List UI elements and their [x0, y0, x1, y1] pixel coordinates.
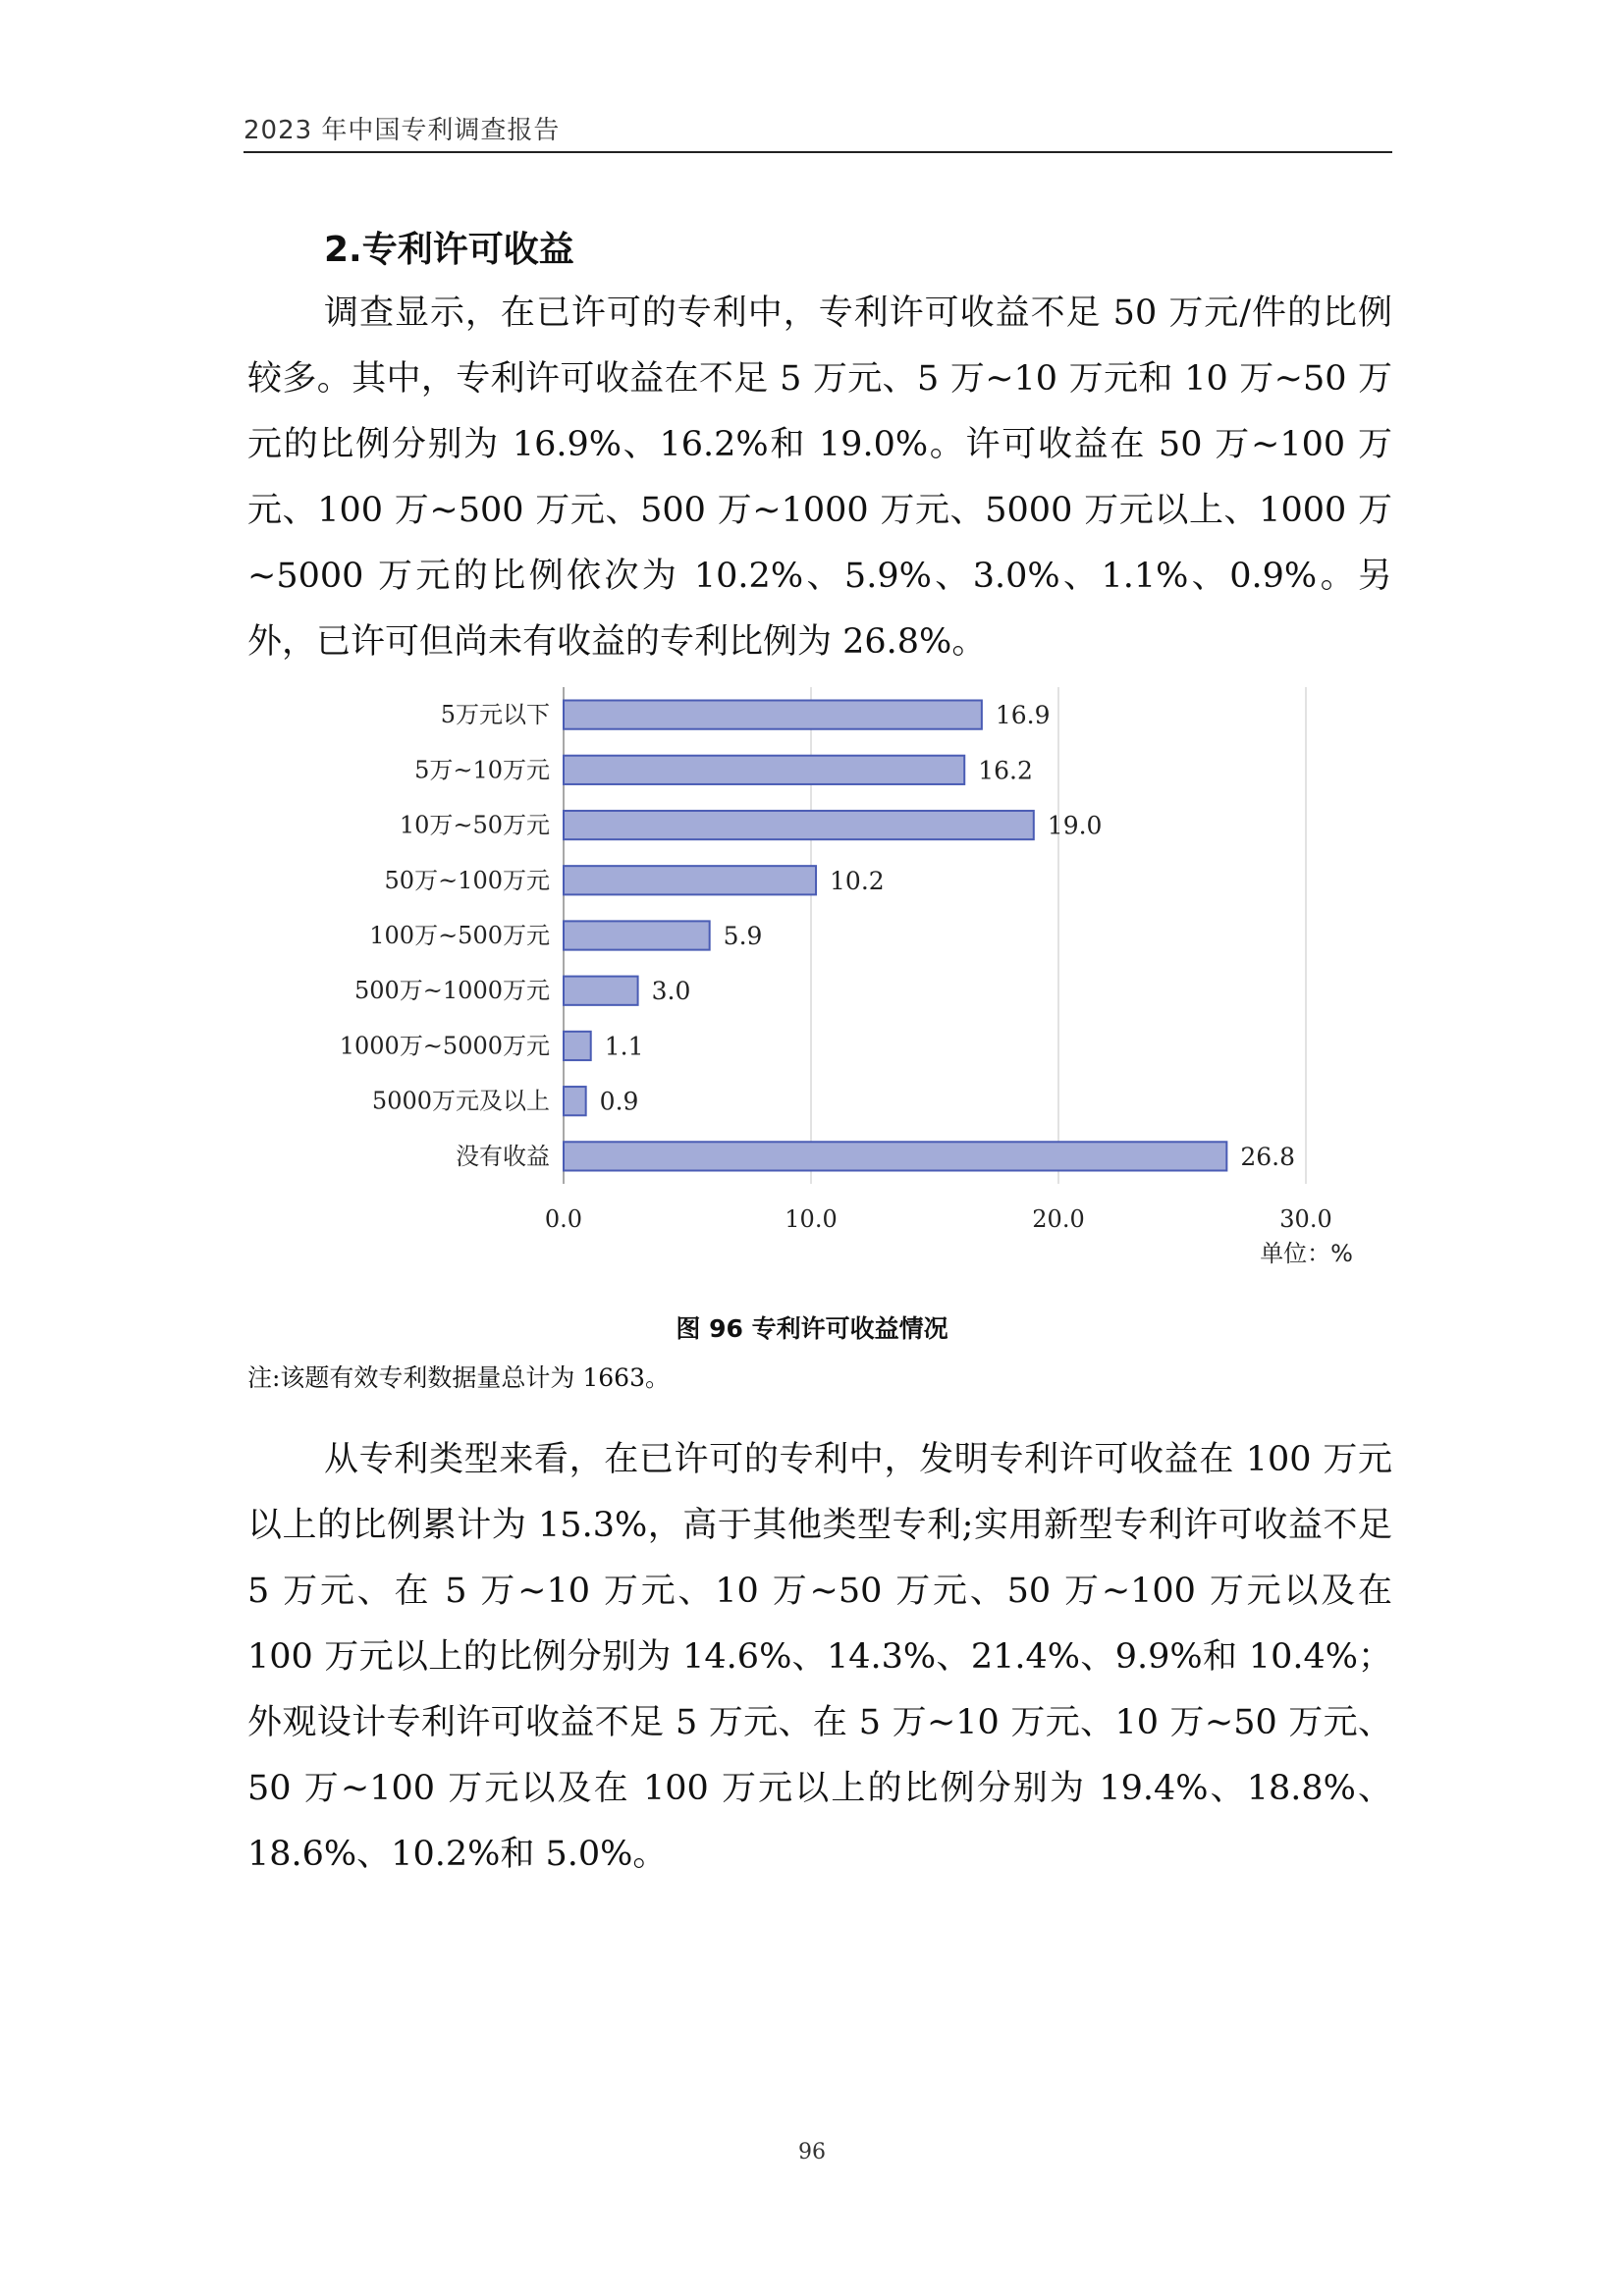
data-label: 26.8: [1240, 1142, 1296, 1171]
data-label: 0.9: [599, 1087, 639, 1116]
bar: [564, 977, 638, 1005]
page-number: 96: [798, 2140, 826, 2164]
x-tick-label: 30.0: [1279, 1205, 1332, 1233]
bar: [564, 921, 710, 949]
chart-svg: [247, 677, 1392, 1276]
unit-label: 单位：%: [1260, 1240, 1353, 1267]
data-label: 19.0: [1047, 811, 1103, 840]
paragraph-intro: 调查显示，在已许可的专利中，专利许可收益不足 50 万元/件的比例较多。其中，专利许可收益在不足 5 万元、5 万~10 万元和 10 万~50 万元的比例分别为 16.9%、16.2%和 19.0%。许可收益在 50 万~100 万元、100 万~500 万元、500 万~1000 万元、5000 万元以上、1000 万~5000 万元的比例依次为 10.2%、5.9%、3.0%、1.1%、0.9%。另外，已许可但尚未有收益的专利比例为 26.8%。: [247, 294, 1392, 662]
data-label: 1.1: [604, 1032, 644, 1061]
category-label: 5000万元及以上: [371, 1087, 550, 1115]
bar: [564, 1142, 1226, 1170]
license-revenue-chart: [247, 677, 1392, 1276]
category-label: 10万~50万元: [399, 811, 550, 839]
paragraph-by-type: 从专利类型来看，在已许可的专利中，发明专利许可收益在 100 万元以上的比例累计为 15.3%，高于其他类型专利;实用新型专利许可收益不足 5 万元、在 5 万~10 万元、10 万~50 万元、50 万~100 万元以及在 100 万元以上的比例分别为 14.6%、14.3%、21.4%、9.9%和 10.4%；外观设计专利许可收益不足 5 万元、在 5 万~10 万元、10 万~50 万元、50 万~100 万元以及在 100 万元以上的比例分别为 19.4%、18.8%、18.6%、10.2%和 5.0%。: [247, 1440, 1392, 1874]
bar: [564, 866, 816, 894]
data-label: 16.2: [978, 756, 1033, 785]
header-rule: [244, 151, 1392, 153]
category-label: 1000万~5000万元: [339, 1032, 550, 1060]
category-label: 5万~10万元: [414, 756, 550, 784]
figure-note: 注:该题有效专利数据量总计为 1663。: [247, 1363, 670, 1392]
category-label: 100万~500万元: [369, 922, 550, 949]
data-label: 10.2: [830, 866, 885, 895]
x-tick-label: 20.0: [1032, 1205, 1085, 1233]
section-title: 2.专利许可收益: [324, 230, 574, 270]
data-label: 16.9: [995, 701, 1051, 730]
figure-caption: 图 96 专利许可收益情况: [676, 1314, 948, 1343]
bar: [564, 756, 964, 784]
data-label: 3.0: [651, 977, 691, 1006]
bar: [564, 700, 982, 728]
bar: [564, 1032, 591, 1060]
running-header: 2023 年中国专利调查报告: [244, 116, 561, 145]
category-label: 50万~100万元: [384, 866, 550, 894]
bar: [564, 811, 1034, 839]
category-label: 5万元以下: [440, 701, 550, 729]
data-label: 5.9: [723, 922, 763, 950]
x-tick-label: 10.0: [785, 1205, 838, 1233]
bar: [564, 1087, 586, 1115]
x-tick-label: 0.0: [544, 1205, 583, 1233]
category-label: 500万~1000万元: [354, 977, 550, 1005]
category-label: 没有收益: [456, 1142, 550, 1170]
